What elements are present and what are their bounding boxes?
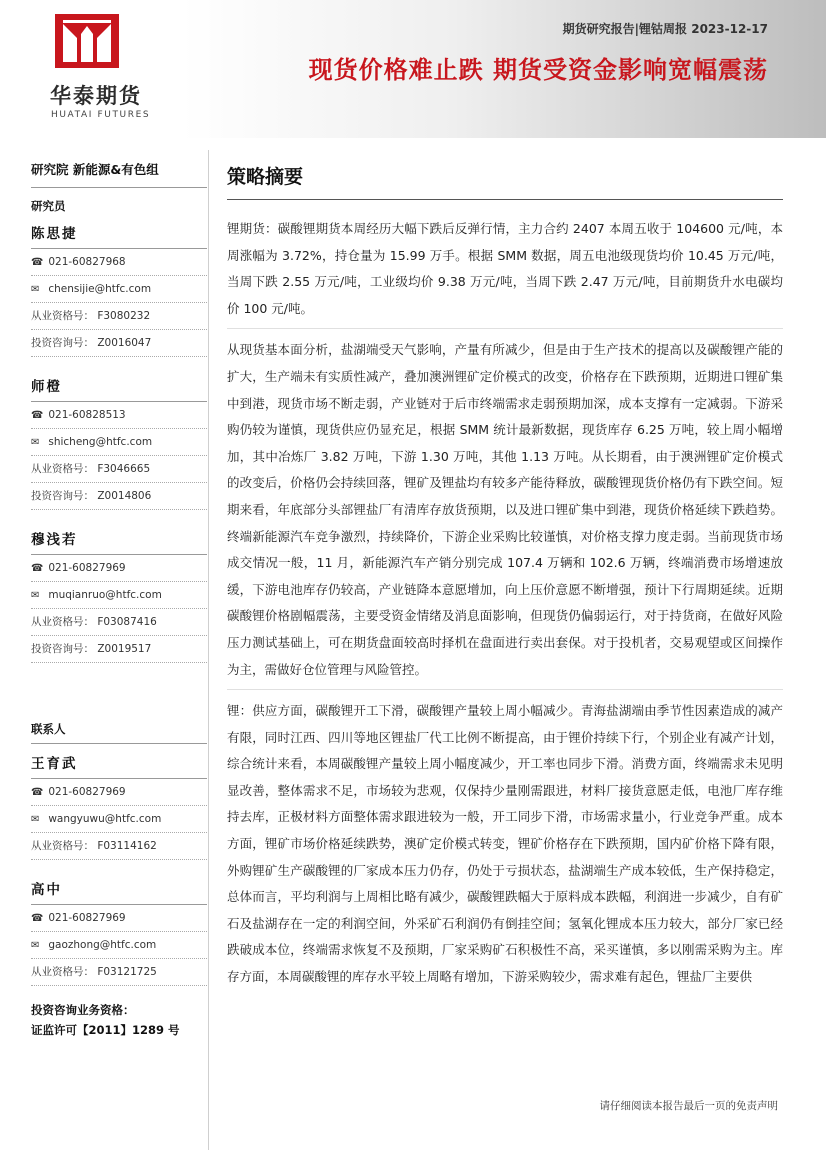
contact-card [31,752,207,860]
email-row [31,932,207,959]
license-row: 从业资格号： F03114162 [31,833,207,860]
email-address[interactable]: gaozhong@htfc.com [48,939,157,951]
researcher-card [31,528,207,663]
license-row: 从业资格号： F3046665 [31,456,207,483]
phone-icon: ☎ [31,563,44,574]
huatai-logo [50,14,151,120]
phone-icon: ☎ [31,787,44,798]
main-content [227,162,783,1005]
paragraph: 锂期货：碳酸锂期货本周经历大幅下跌后反弹行情，主力合约 2407 本周五收于 104600 元/吨，本周涨幅为 3.72%，持仓量为 15.99 万手。根据 SMM 数据，周五电池级现货均价 10.45 万元/吨，当周下跌 2.55 万元/吨，工业级均价 9.38 万元/吨，当周下跌 2.47 万元/吨，目前期货升水电碳均价 100 元/吨。 [227,216,783,329]
email-icon: ✉ [31,284,40,295]
email-icon: ✉ [31,590,40,601]
email-icon: ✉ [31,814,40,825]
license-row: 从业资格号： F03087416 [31,609,207,636]
phone-number: 021-60828513 [48,409,126,421]
phone-row [31,402,207,429]
phone-number: 021-60827969 [48,562,126,574]
phone-row [31,249,207,276]
consult-row: 投资咨询号： Z0014806 [31,483,207,510]
phone-row [31,555,207,582]
report-tag: 期货研究报告|锂钴周报 2023-12-17 [562,22,768,36]
email-icon: ✉ [31,940,40,951]
consult-row: 投资咨询号： Z0016047 [31,330,207,357]
section-title: 策略摘要 [227,162,783,200]
brand-name-en: HUATAI FUTURES [51,110,151,120]
email-row [31,276,207,303]
researcher-label: 研究员 [31,199,66,213]
phone-icon: ☎ [31,257,44,268]
brand-name-cn: 华泰期货 [50,84,142,108]
huatai-logo-icon [55,14,119,68]
license-row: 从业资格号： F3080232 [31,303,207,330]
paragraph: 锂：供应方面，碳酸锂开工下滑，碳酸锂产量较上周小幅减少。青海盐湖端由季节性因素造成的减产有限，同时江西、四川等地区锂盐厂代工比例不断提高，由于锂价持续下行，个别企业有减产计划，综合统计来看，本周碳酸锂产量较上周小幅度减少，开工率也同步下滑。消费方面，终端需求未见明显改善，整体需求不足，市场较为悲观，仅保持少量刚需跟进，材料厂接货意愿走低，电池厂库存维持去库，正极材料方面整体需求跟进较为一般，开工同步下滑，市场需求量小，行业竞争严重。成本方面，锂矿市场价格延续跌势，澳矿定价模式转变，锂矿价格存在下跌预期，国内矿价格下降有限，外购锂矿生产碳酸锂的厂家成本压力仍存，仍处于亏损状态，盐湖端生产成本较低，生产保持稳定，总体而言，平均利润与上周相比略有减少，碳酸锂跌幅大于原料成本跌幅，利润进一步减少，自有矿石及盐湖存在一定的利润空间，外采矿石利润仍有倒挂空间；氢氧化锂成本压力较大，部分厂家已经跌破成本位，终端需求恢复不及预期，厂家采购矿石积极性不高，采买谨慎，多以刚需采购为主。库存方面，本周碳酸锂的库存水平较上周略有增加，下游采购较少，需求难有起色，锂盐厂主要供 [227,703,783,985]
phone-number: 021-60827969 [48,786,126,798]
email-row [31,806,207,833]
email-row [31,582,207,609]
contact-label: 联系人 [31,721,207,744]
email-address[interactable]: wangyuwu@htfc.com [48,813,162,825]
contact-name: 王育武 [31,752,207,779]
phone-icon: ☎ [31,913,44,924]
phone-number: 021-60827968 [48,256,126,268]
qualification-license: 证监许可【2011】1289 号 [31,1023,180,1037]
qualification [31,1000,207,1040]
license-row: 从业资格号： F03121725 [31,959,207,986]
phone-row [31,779,207,806]
paragraph: 从现货基本面分析，盐湖端受天气影响，产量有所减少，但是由于生产技术的提高以及碳酸锂产能的扩大，生产端未有实质性减产，叠加澳洲锂矿定价模式的改变，价格存在下跌预期，近期进口锂矿集中到港，现货市场不断走弱，产业链对于后市终端需求走弱预期加深，成本支撑有一定减弱。下游采购仍较为谨慎，现货供应仍显充足，根据 SMM 统计最新数据，现货库存 6.25 万吨，较上周小幅增加，其中冶炼厂 3.82 万吨，下游 1.30 万吨，其他 1.13 万吨。从长期看，由于澳洲锂矿定价模式的改变后，价格仍会持续回落，锂矿及锂盐均有较多产能待释放，碳酸锂现货价格仍有下跌空间。短期来看，年底部分头部锂盐厂有清库存放货预期，以及进口锂矿集中到港，现货价格延续下跌趋势。终端新能源汽车竞争激烈，持续降价，下游企业采购比较谨慎，对价格支撑力度走弱。当前现货市场成交情况一般，11 月，新能源汽车产销分别完成 107.4 万辆和 102.6 万辆，终端消费市场增速放缓，下游电池库存仍较高，产业链降本意愿增加，向上压价意愿不断增强，预计下行周期延续。近期碳酸锂价格剧幅震荡，主要受资金情绪及消息面影响，但现货仍偏弱运行，对于持货商，在做好风险压力测试基础上，可在期货盘面较高时择机在盘面进行卖出套保。对于投机者，交易观望或区间操作为主，需做好仓位管理与风险管控。 [227,337,783,690]
qualification-label: 投资咨询业务资格： [31,1003,135,1017]
email-icon: ✉ [31,437,40,448]
report-header [0,0,826,138]
contact-card [31,878,207,986]
department: 研究院 新能源&有色组 [31,160,207,188]
author-sidebar [31,160,207,1040]
phone-row [31,905,207,932]
phone-number: 021-60827969 [48,912,126,924]
consult-row: 投资咨询号： Z0019517 [31,636,207,663]
researcher-name: 陈思捷 [31,222,207,249]
email-address[interactable]: muqianruo@htfc.com [48,589,162,601]
report-title: 现货价格难止跌 期货受资金影响宽幅震荡 [308,56,768,84]
email-address[interactable]: chensijie@htfc.com [48,283,152,295]
researcher-name: 穆浅若 [31,528,207,555]
email-address[interactable]: shicheng@htfc.com [48,436,153,448]
researcher-card [31,222,207,357]
researcher-name: 师橙 [31,375,207,402]
column-divider [208,150,209,1150]
phone-icon: ☎ [31,410,44,421]
footer-disclaimer: 请仔细阅读本报告最后一页的免责声明 [599,1100,778,1112]
contact-name: 高中 [31,878,207,905]
researcher-card [31,375,207,510]
email-row [31,429,207,456]
